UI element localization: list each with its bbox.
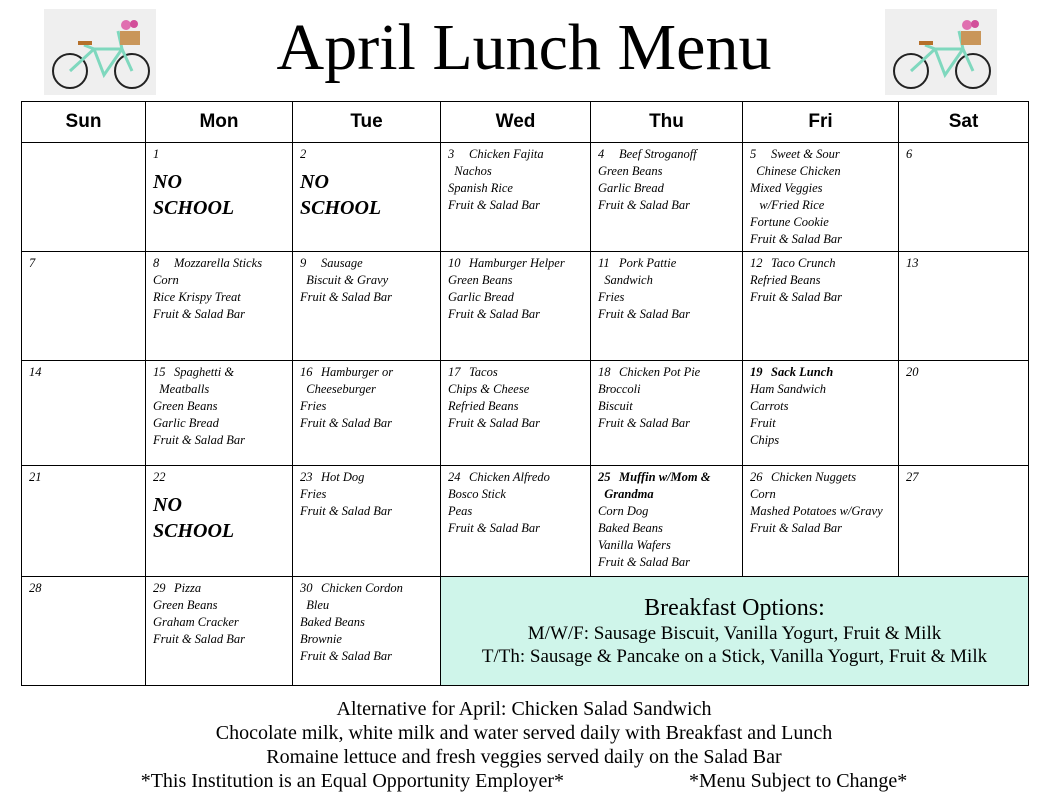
day-cell: [293, 577, 441, 686]
breakfast-options: [444, 581, 1025, 681]
menu-item: Bosco Stick: [448, 487, 506, 501]
menu-item: Chips & Cheese: [448, 382, 530, 396]
day-number: 12: [750, 256, 763, 270]
menu-item: Fries: [598, 290, 625, 304]
day-cell: [22, 361, 146, 466]
day-cell: [293, 361, 441, 466]
day-line: [448, 364, 590, 381]
menu-item: Fruit & Salad Bar: [750, 521, 843, 535]
day-number: 25: [598, 470, 611, 484]
salad-note: Romaine lettuce and fresh veggies served daily on the Salad Bar: [266, 746, 782, 768]
menu-item: Fruit & Salad Bar: [300, 504, 393, 518]
page-title: April Lunch Menu: [276, 11, 772, 84]
day-number: 10: [448, 256, 461, 270]
week-row: [22, 466, 1029, 577]
day-number: 2: [300, 147, 307, 161]
menu-item: Fruit & Salad Bar: [448, 307, 541, 321]
menu-item: Mozzarella Sticks: [174, 256, 263, 270]
day-number: 7: [29, 256, 36, 270]
menu-item: Sandwich: [598, 273, 653, 287]
menu-item: Spanish Rice: [448, 181, 513, 195]
day-cell: [146, 252, 293, 361]
menu-item: Cheeseburger: [300, 382, 376, 396]
day-line: [598, 146, 742, 163]
menu-item: Biscuit: [598, 399, 633, 413]
menu-item: Chicken Pot Pie: [619, 365, 701, 379]
day-line: [750, 469, 898, 486]
day-number: 23: [300, 470, 313, 484]
menu-item: Corn Dog: [598, 504, 649, 518]
day-cell: [146, 577, 293, 686]
day-line: [29, 580, 145, 597]
day-number: 16: [300, 365, 313, 379]
day-line: [906, 364, 1028, 381]
week-row: [22, 361, 1029, 466]
menu-item: Brownie: [300, 632, 342, 646]
day-number: 8: [153, 256, 160, 270]
weekday-header-thu: Thu: [591, 102, 743, 143]
day-number: 29: [153, 581, 166, 595]
menu-item: Spaghetti &: [174, 365, 235, 379]
equal-opportunity-note: *This Institution is an Equal Opportunity Employer*: [140, 770, 564, 792]
menu-item: Fruit & Salad Bar: [153, 433, 246, 447]
menu-item: Baked Beans: [300, 615, 365, 629]
day-number: 17: [448, 365, 461, 379]
menu-item: Chicken Alfredo: [469, 470, 550, 484]
menu-item: Fruit & Salad Bar: [750, 290, 843, 304]
menu-item: Fruit & Salad Bar: [300, 416, 393, 430]
menu-item: Bleu: [300, 598, 330, 612]
day-number: 30: [300, 581, 313, 595]
day-cell: [441, 252, 591, 361]
day-cell: [22, 577, 146, 686]
day-cell: [591, 252, 743, 361]
subject-to-change-note: *Menu Subject to Change*: [688, 770, 908, 792]
menu-item: Fries: [300, 399, 327, 413]
week-row: [22, 143, 1029, 252]
menu-item: Sack Lunch: [771, 365, 834, 379]
day-line: [448, 469, 590, 486]
day-line: [29, 469, 145, 486]
day-cell: [293, 466, 441, 577]
day-cell: [591, 466, 743, 577]
menu-item: Chicken Fajita: [469, 147, 544, 161]
day-number: 27: [906, 470, 919, 484]
menu-item: Fruit & Salad Bar: [448, 198, 541, 212]
weekday-header-mon: Mon: [146, 102, 293, 143]
menu-item: Fruit & Salad Bar: [598, 307, 691, 321]
day-number: 15: [153, 365, 166, 379]
menu-item: Taco Crunch: [771, 256, 836, 270]
day-cell: [743, 252, 899, 361]
menu-item: Hot Dog: [321, 470, 365, 484]
day-cell: [441, 361, 591, 466]
menu-item: Grandma: [598, 487, 654, 501]
day-line: [906, 255, 1028, 272]
menu-item: Fruit & Salad Bar: [598, 555, 691, 569]
day-cell: [743, 361, 899, 466]
weekday-header-wed: Wed: [441, 102, 591, 143]
week-row: [22, 252, 1029, 361]
weekday-header-fri: Fri: [743, 102, 899, 143]
day-line: [300, 146, 440, 163]
day-line: [906, 469, 1028, 486]
weekday-header-tue: Tue: [293, 102, 441, 143]
day-line: [750, 255, 898, 272]
menu-item: Hamburger or: [321, 365, 394, 379]
day-line: [300, 364, 440, 381]
weekday-header-sun: Sun: [22, 102, 146, 143]
day-cell: [899, 466, 1029, 577]
menu-item: Ham Sandwich: [750, 382, 827, 396]
day-number: 6: [906, 147, 913, 161]
menu-item: Meatballs: [153, 382, 210, 396]
footer-notes: [0, 697, 1048, 793]
day-cell: [899, 361, 1029, 466]
menu-item: Corn: [153, 273, 179, 287]
menu-item: Chicken Cordon: [321, 581, 403, 595]
menu-item: Garlic Bread: [598, 181, 664, 195]
day-number: 5: [750, 147, 757, 161]
day-number: 13: [906, 256, 919, 270]
menu-item: Hamburger Helper: [469, 256, 565, 270]
day-number: 11: [598, 256, 610, 270]
menu-item: Peas: [448, 504, 473, 518]
day-cell: [146, 361, 293, 466]
breakfast-mwf: M/W/F: Sausage Biscuit, Vanilla Yogurt, Fruit & Milk: [527, 623, 942, 644]
day-line: [906, 146, 1028, 163]
day-line: [448, 146, 590, 163]
menu-item: Chinese Chicken: [750, 164, 841, 178]
menu-item: Garlic Bread: [153, 416, 219, 430]
day-line: [598, 469, 742, 486]
day-number: 4: [598, 147, 605, 161]
menu-item: Muffin w/Mom &: [619, 470, 711, 484]
menu-item: Green Beans: [153, 399, 218, 413]
milk-note: Chocolate milk, white milk and water served daily with Breakfast and Lunch: [215, 722, 833, 744]
day-number: 1: [153, 147, 160, 161]
weekday-header-row: [22, 102, 1029, 143]
day-number: 20: [906, 365, 919, 379]
menu-item: Green Beans: [598, 164, 663, 178]
menu-item: Fruit & Salad Bar: [153, 307, 246, 321]
day-line: [153, 364, 292, 381]
day-cell: [743, 143, 899, 252]
day-number: 3: [448, 147, 455, 161]
day-number: 9: [300, 256, 307, 270]
day-line: [300, 255, 440, 272]
menu-item: Tacos: [469, 365, 498, 379]
day-number: 18: [598, 365, 611, 379]
day-line: [448, 255, 590, 272]
no-school-label: NO SCHOOL: [153, 171, 235, 219]
menu-item: Fruit & Salad Bar: [598, 416, 691, 430]
day-line: [598, 364, 742, 381]
menu-item: Mashed Potatoes w/Gravy: [750, 504, 883, 518]
day-number: 28: [29, 581, 42, 595]
menu-item: w/Fried Rice: [750, 198, 825, 212]
day-line: [153, 146, 292, 163]
menu-item: Fruit & Salad Bar: [598, 198, 691, 212]
menu-item: Refried Beans: [750, 273, 821, 287]
menu-item: Baked Beans: [598, 521, 663, 535]
menu-item: Nachos: [448, 164, 492, 178]
menu-item: Fruit & Salad Bar: [448, 521, 541, 535]
menu-item: Garlic Bread: [448, 290, 514, 304]
menu-item: Mixed Veggies: [750, 181, 823, 195]
menu-item: Refried Beans: [448, 399, 519, 413]
no-school-label: NO SCHOOL: [153, 494, 235, 542]
day-cell: [899, 252, 1029, 361]
day-line: [750, 146, 898, 163]
menu-item: Rice Krispy Treat: [153, 290, 241, 304]
day-line: [29, 146, 145, 163]
day-number: 19: [750, 365, 763, 379]
menu-item: Sausage: [321, 256, 363, 270]
day-cell: [591, 143, 743, 252]
day-cell: [146, 466, 293, 577]
menu-item: Fries: [300, 487, 327, 501]
day-number: 21: [29, 470, 42, 484]
day-line: [750, 364, 898, 381]
no-school-label: NO SCHOOL: [300, 171, 382, 219]
menu-item: Beef Stroganoff: [619, 147, 697, 161]
menu-calendar: [21, 101, 1029, 686]
menu-item: Biscuit & Gravy: [300, 273, 389, 287]
menu-item: Fruit & Salad Bar: [750, 232, 843, 246]
day-line: [153, 255, 292, 272]
day-line: [153, 469, 292, 486]
breakfast-heading: Breakfast Options:: [644, 595, 825, 621]
menu-item: Fruit & Salad Bar: [300, 649, 393, 663]
menu-item: Fruit & Salad Bar: [448, 416, 541, 430]
menu-item: Green Beans: [448, 273, 513, 287]
menu-item: Green Beans: [153, 598, 218, 612]
menu-item: Graham Cracker: [153, 615, 239, 629]
day-number: 14: [29, 365, 42, 379]
day-cell: [743, 466, 899, 577]
alternative-note: Alternative for April: Chicken Salad Sandwich: [336, 698, 712, 720]
day-cell: [293, 252, 441, 361]
menu-item: Corn: [750, 487, 776, 501]
menu-item: Fruit & Salad Bar: [300, 290, 393, 304]
day-cell: [441, 466, 591, 577]
menu-item: Sweet & Sour: [771, 147, 840, 161]
menu-item: Chicken Nuggets: [771, 470, 857, 484]
day-number: 26: [750, 470, 763, 484]
day-number: 24: [448, 470, 461, 484]
menu-item: Pork Pattie: [619, 256, 677, 270]
menu-item: Pizza: [174, 581, 202, 595]
menu-item: Carrots: [750, 399, 789, 413]
menu-item: Fortune Cookie: [750, 215, 829, 229]
day-line: [29, 255, 145, 272]
day-cell: [441, 143, 591, 252]
day-cell: [22, 143, 146, 252]
menu-item: Fruit: [750, 416, 776, 430]
menu-item: Fruit & Salad Bar: [153, 632, 246, 646]
day-cell: [591, 361, 743, 466]
breakfast-tth: T/Th: Sausage & Pancake on a Stick, Vanilla Yogurt, Fruit & Milk: [481, 646, 988, 667]
menu-item: Broccoli: [598, 382, 641, 396]
breakfast-options-box: [441, 577, 1029, 686]
day-line: [598, 255, 742, 272]
day-cell: [22, 466, 146, 577]
weekday-header-sat: Sat: [899, 102, 1029, 143]
day-cell: [146, 143, 293, 252]
day-cell: [899, 143, 1029, 252]
day-line: [300, 469, 440, 486]
day-cell: [293, 143, 441, 252]
week-row: [22, 577, 1029, 686]
day-line: [153, 580, 292, 597]
menu-item: Chips: [750, 433, 780, 447]
menu-item: Vanilla Wafers: [598, 538, 671, 552]
day-cell: [22, 252, 146, 361]
day-line: [300, 580, 440, 597]
day-line: [29, 364, 145, 381]
day-number: 22: [153, 470, 166, 484]
